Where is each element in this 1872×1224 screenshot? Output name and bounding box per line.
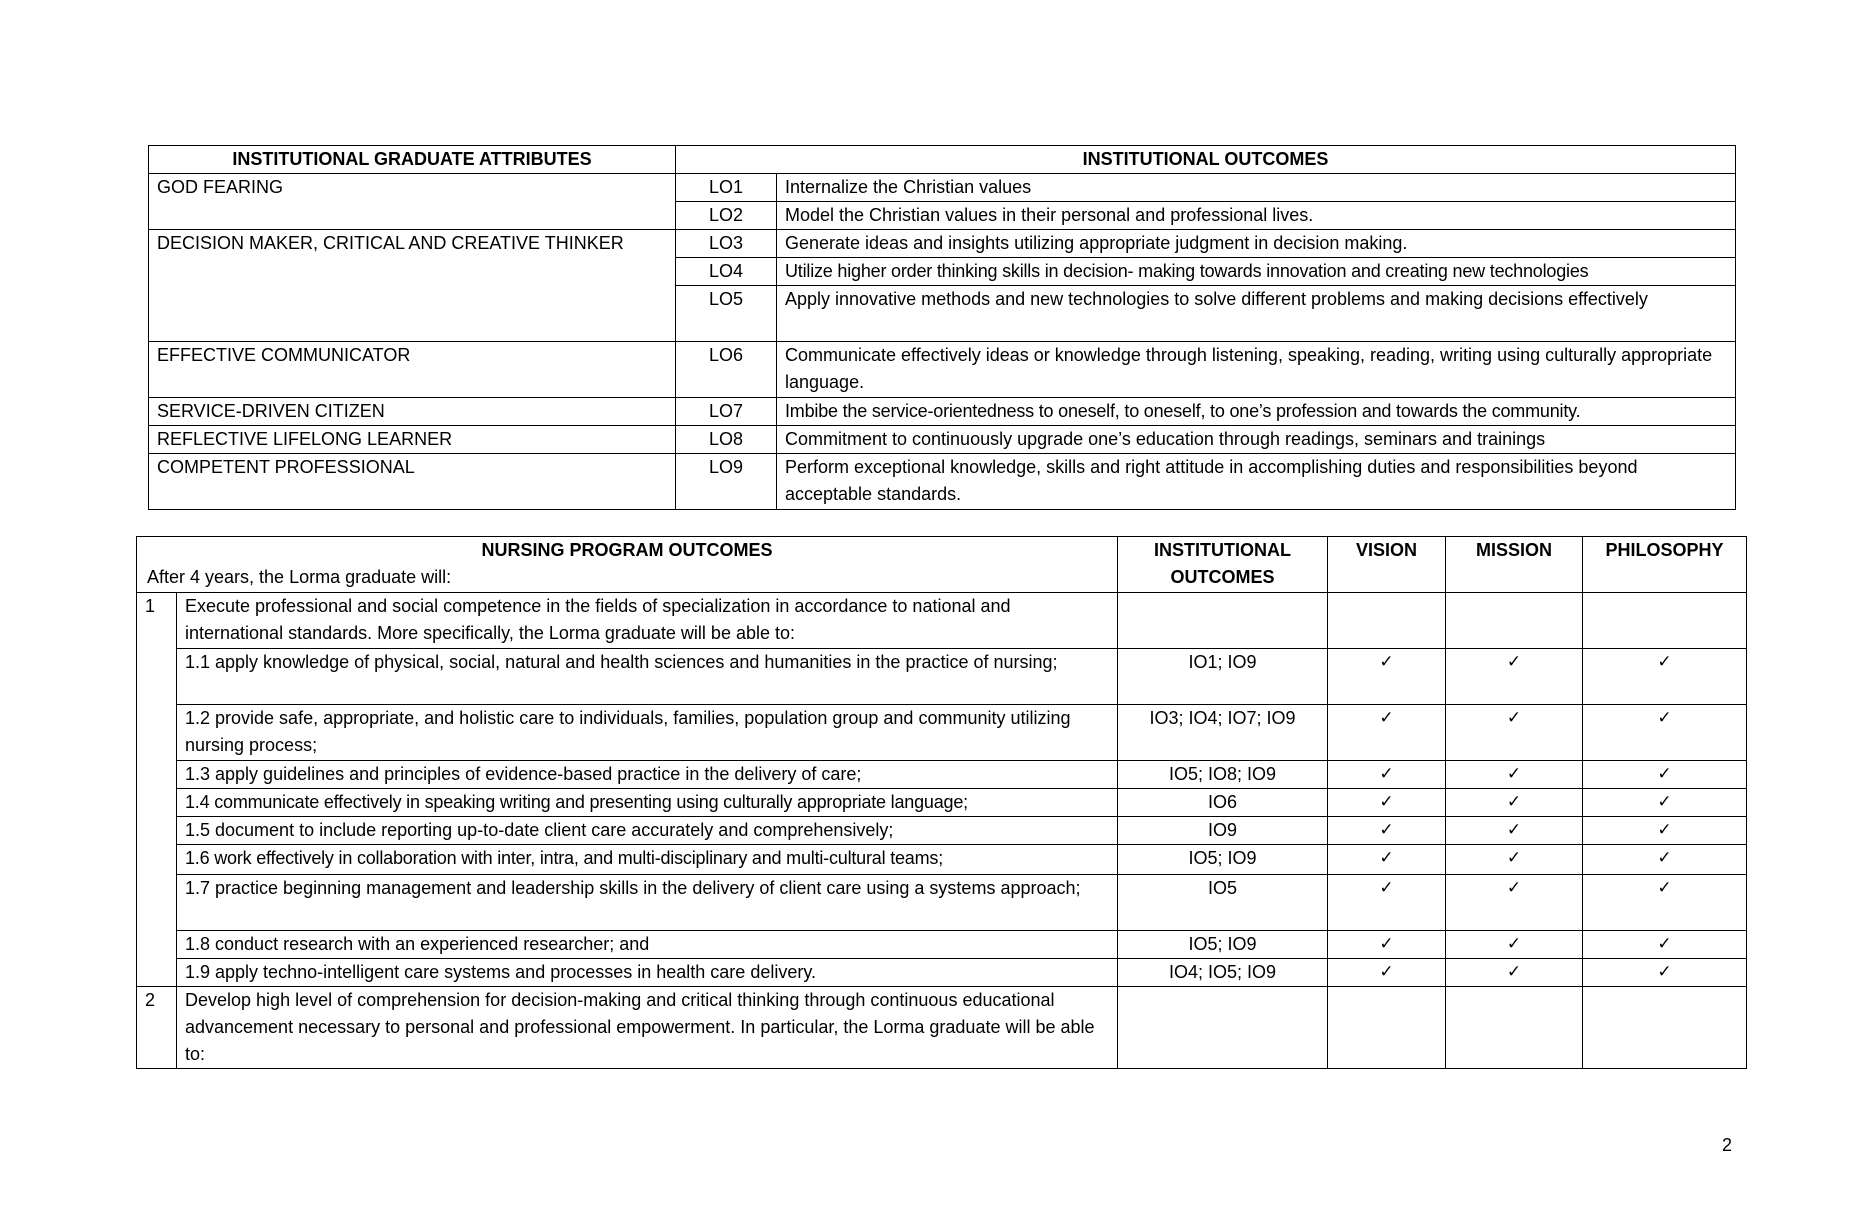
- institutional-outcomes-header: [1118, 537, 1328, 593]
- outcome-text: Commitment to continuously upgrade one’s education through readings, seminars and trainings: [777, 426, 1736, 454]
- attribute-cell: SERVICE-DRIVEN CITIZEN: [149, 398, 676, 426]
- io-cell: IO1; IO9: [1118, 649, 1328, 705]
- io-cell: IO6: [1118, 789, 1328, 817]
- io-cell: IO5; IO9: [1118, 931, 1328, 959]
- outcome-code: LO4: [676, 258, 777, 286]
- program-outcomes-header: [137, 537, 1118, 593]
- vision-check-icon: ✓: [1328, 959, 1446, 987]
- sub-outcome-text: 1.4 communicate effectively in speaking writing and presenting using culturally appropriate language;: [177, 789, 1118, 817]
- vision-check-icon: ✓: [1328, 875, 1446, 931]
- io-cell: IO5: [1118, 875, 1328, 931]
- attribute-cell: EFFECTIVE COMMUNICATOR: [149, 342, 676, 398]
- outcome-code: LO6: [676, 342, 777, 398]
- program-outcomes-title: NURSING PROGRAM OUTCOMES: [481, 540, 773, 560]
- sub-outcome-text: 1.1 apply knowledge of physical, social, natural and health sciences and humanities in the practice of nursing;: [177, 649, 1118, 705]
- outcome-main-text: Execute professional and social competence in the fields of specialization in accordance to national and international standards. More specifically, the Lorma graduate will be able to:: [177, 593, 1118, 649]
- outcome-text: Internalize the Christian values: [777, 174, 1736, 202]
- mission-check-icon: ✓: [1446, 761, 1583, 789]
- philosophy-check-icon: ✓: [1583, 789, 1747, 817]
- program-outcomes-intro: After 4 years, the Lorma graduate will:: [147, 567, 452, 587]
- institutional-attributes-table: [148, 145, 1736, 510]
- outcome-code: LO5: [676, 286, 777, 342]
- sub-outcome-text: 1.2 provide safe, appropriate, and holistic care to individuals, families, population group and community utilizing nursing process;: [177, 705, 1118, 761]
- sub-outcome-text: 1.6 work effectively in collaboration with inter, intra, and multi-disciplinary and multi-cultural teams;: [177, 845, 1118, 875]
- mission-check-icon: ✓: [1446, 845, 1583, 875]
- vision-check-icon: ✓: [1328, 705, 1446, 761]
- outcome-text: Model the Christian values in their personal and professional lives.: [777, 202, 1736, 230]
- mission-header: MISSION: [1446, 537, 1583, 593]
- attribute-cell: REFLECTIVE LIFELONG LEARNER: [149, 426, 676, 454]
- sub-outcome-text: 1.8 conduct research with an experienced researcher; and: [177, 931, 1118, 959]
- io-cell: IO5; IO8; IO9: [1118, 761, 1328, 789]
- attributes-header: INSTITUTIONAL GRADUATE ATTRIBUTES: [149, 146, 676, 174]
- vision-check-icon: ✓: [1328, 761, 1446, 789]
- vision-check-icon: ✓: [1328, 789, 1446, 817]
- sub-outcome-text: 1.3 apply guidelines and principles of evidence-based practice in the delivery of care;: [177, 761, 1118, 789]
- outcome-code: LO1: [676, 174, 777, 202]
- mission-check-icon: ✓: [1446, 817, 1583, 845]
- vision-check-icon: ✓: [1328, 649, 1446, 705]
- philosophy-check-icon: ✓: [1583, 845, 1747, 875]
- mission-check-icon: ✓: [1446, 931, 1583, 959]
- outcome-code: LO3: [676, 230, 777, 258]
- outcome-code: LO9: [676, 454, 777, 510]
- sub-outcome-text: 1.5 document to include reporting up-to-date client care accurately and comprehensively;: [177, 817, 1118, 845]
- io-cell: IO4; IO5; IO9: [1118, 959, 1328, 987]
- outcome-text: Imbibe the service-orientedness to oneself, to oneself, to one’s profession and towards the community.: [777, 398, 1736, 426]
- outcome-code: LO8: [676, 426, 777, 454]
- page-number: 2: [1722, 1135, 1733, 1155]
- outcome-text: Utilize higher order thinking skills in decision- making towards innovation and creating new technologies: [777, 258, 1736, 286]
- vision-check-icon: ✓: [1328, 931, 1446, 959]
- philosophy-check-icon: ✓: [1583, 705, 1747, 761]
- outcomes-header: INSTITUTIONAL OUTCOMES: [676, 146, 1736, 174]
- philosophy-header: PHILOSOPHY: [1583, 537, 1747, 593]
- outcome-number: 2: [137, 987, 177, 1069]
- attribute-cell: GOD FEARING: [149, 174, 676, 230]
- outcome-code: LO7: [676, 398, 777, 426]
- vision-check-icon: ✓: [1328, 817, 1446, 845]
- philosophy-check-icon: ✓: [1583, 959, 1747, 987]
- philosophy-check-icon: ✓: [1583, 817, 1747, 845]
- outcome-text: Generate ideas and insights utilizing appropriate judgment in decision making.: [777, 230, 1736, 258]
- mission-check-icon: ✓: [1446, 649, 1583, 705]
- io-cell: IO3; IO4; IO7; IO9: [1118, 705, 1328, 761]
- attribute-cell: COMPETENT PROFESSIONAL: [149, 454, 676, 510]
- institutional-header-line2: OUTCOMES: [1170, 567, 1275, 587]
- philosophy-check-icon: ✓: [1583, 761, 1747, 789]
- mission-check-icon: ✓: [1446, 789, 1583, 817]
- sub-outcome-text: 1.9 apply techno-intelligent care systems and processes in health care delivery.: [177, 959, 1118, 987]
- mission-check-icon: ✓: [1446, 705, 1583, 761]
- vision-check-icon: ✓: [1328, 845, 1446, 875]
- outcome-text: Apply innovative methods and new technologies to solve different problems and making decisions effectively: [777, 286, 1736, 342]
- institutional-header-line1: INSTITUTIONAL: [1154, 540, 1291, 560]
- io-cell: IO5; IO9: [1118, 845, 1328, 875]
- vision-header: VISION: [1328, 537, 1446, 593]
- outcome-number: 1: [137, 593, 177, 649]
- outcome-main-text: Develop high level of comprehension for decision-making and critical thinking through continuous educational advancement necessary to personal and professional empowerment. In particular, the Lorma graduate will be able to:: [177, 987, 1118, 1069]
- outcome-text: Communicate effectively ideas or knowledge through listening, speaking, reading, writing using culturally appropriate language.: [777, 342, 1736, 398]
- philosophy-check-icon: ✓: [1583, 875, 1747, 931]
- nursing-program-outcomes-table: [136, 536, 1747, 1069]
- philosophy-check-icon: ✓: [1583, 931, 1747, 959]
- philosophy-check-icon: ✓: [1583, 649, 1747, 705]
- sub-outcome-text: 1.7 practice beginning management and leadership skills in the delivery of client care using a systems approach;: [177, 875, 1118, 931]
- outcome-text: Perform exceptional knowledge, skills and right attitude in accomplishing duties and responsibilities beyond acceptable standards.: [777, 454, 1736, 510]
- io-cell: IO9: [1118, 817, 1328, 845]
- mission-check-icon: ✓: [1446, 875, 1583, 931]
- outcome-code: LO2: [676, 202, 777, 230]
- mission-check-icon: ✓: [1446, 959, 1583, 987]
- attribute-cell: DECISION MAKER, CRITICAL AND CREATIVE THINKER: [149, 230, 676, 342]
